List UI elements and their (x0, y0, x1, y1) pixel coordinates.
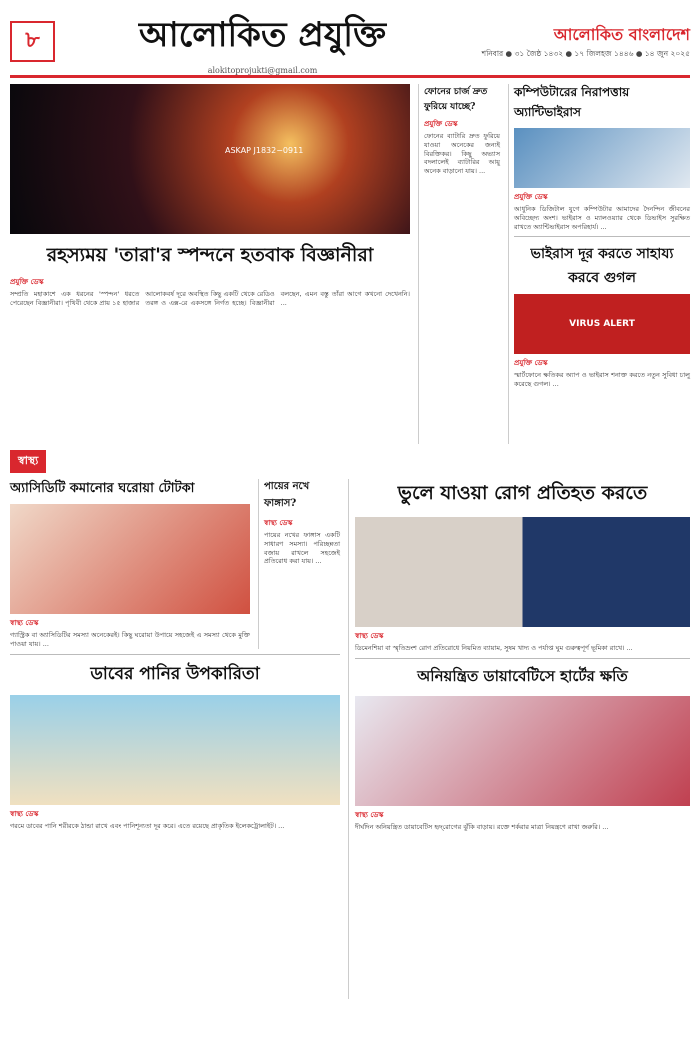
acidity-headline: অ্যাসিডিটি কমানোর ঘরোয়া টোটকা (10, 481, 195, 496)
antivirus-story (508, 84, 690, 444)
lead-headline: রহস্যময় 'তারা'র স্পন্দনে হতবাক বিজ্ঞানীরা (46, 244, 374, 266)
stomach-pain-image (10, 504, 250, 614)
acidity-story (10, 479, 250, 649)
forgetting-body: ডিমেনশিয়া বা স্মৃতিভ্রংশ রোগ প্রতিরোধে নিয়মিত ব্যায়াম, সুষম খাদ্য ও পর্যাপ্ত ঘুম গুরুত্বপূর্ণ ভূমিকা রাখে। ... (355, 644, 633, 652)
coconut-body: গরমে ডাবের পানি শরীরকে ঠান্ডা রাখে এবং পানিশূন্যতা দূর করে। এতে রয়েছে প্রাকৃতিক ইলেকট্রোলাইট। ... (10, 821, 285, 830)
forgetting-headline: ভুলে যাওয়া রোগ প্রতিহত করতে (397, 482, 648, 504)
antivirus-body: আধুনিক ডিজিটাল যুগে কম্পিউটার আমাদের দৈনন্দিন জীবনের অবিচ্ছেদ্য অংশ। ভাইরাস ও ম্যালওয়্যার থেকে ডিভাইস সুরক্ষিত রাখতে অ্যান্টিভাইরাস অপরিহার্য। ... (514, 205, 690, 231)
lead-body: সম্প্রতি মহাকাশে এক ধরনের 'স্পন্দন' ধরতে পেরেছেন বিজ্ঞানীরা। পৃথিবী থেকে প্রায় ১৫ হাজার আলোকবর্ষ দূরে অবস্থিত কিছু একটি থেকে রেডিও তরঙ্গ ও এক্স-রে একসঙ্গে নির্গত হচ্ছে। বিজ্ঞানীরা বলছেন, এমন বস্তু তাঁরা আগে কখনো দেখেননি। ... (10, 289, 410, 307)
diabetes-headline: অনিয়ন্ত্রিত ডায়াবেটিসে হার্টের ক্ষতি (417, 666, 628, 685)
diabetes-byline: স্বাস্থ্য ডেস্ক (355, 810, 384, 819)
image-caption: ASKAP J1832−0911 (225, 146, 304, 155)
google-body: স্মার্টফোনে ক্ষতিকর অ্যাপ ও ভাইরাস শনাক্ত করতে নতুন সুবিধা চালু করেছে গুগল। ... (514, 371, 690, 389)
issue-date: শনিবার ● ৩১ জৈষ্ঠ ১৪৩২ ● ১৭ জিলহজ ১৪৪৬ ● ১৪ জুন ২০২৫ (481, 49, 690, 58)
health-right (348, 479, 690, 999)
logo-text: আলোকিত প্রযুক্তি (138, 14, 387, 55)
acidity-body: গ্যাস্ট্রিক বা অ্যাসিডিটির সমস্যা অনেকেরই। কিছু ঘরোয়া উপায়ে সহজেই এ সমস্যা থেকে মুক্তি পাওয়া যায়। ... (10, 631, 250, 648)
coconut-story (10, 661, 340, 831)
lead-story (10, 84, 410, 444)
masthead (10, 8, 690, 78)
star-image (10, 84, 410, 234)
acidity-nail-row (10, 479, 340, 649)
forgetting-byline: স্বাস্থ্য ডেস্ক (355, 632, 384, 640)
lead-byline: প্রযুক্তি ডেস্ক (10, 277, 44, 286)
nail-headline: পায়ের নখে ফাঙ্গাস? (264, 481, 310, 509)
masthead-right (470, 22, 690, 61)
upper-block (10, 84, 690, 444)
heart-image (355, 696, 690, 806)
forgetting-story (355, 479, 690, 653)
antivirus-headline: কম্পিউটারের নিরাপত্তায় অ্যান্টিভাইরাস (514, 85, 630, 119)
health-block (10, 479, 690, 999)
paper-name: আলোকিত বাংলাদেশ (553, 25, 690, 44)
health-left (10, 479, 340, 999)
page-number: ৮ (10, 21, 55, 62)
email-address: alokitoprojukti@gmail.com (207, 65, 318, 75)
brain-image (355, 517, 690, 627)
virus-alert-image (514, 294, 690, 354)
laptop-image (514, 128, 690, 188)
diabetes-story (355, 665, 690, 832)
google-byline: প্রযুক্তি ডেস্ক (514, 359, 548, 368)
phone-byline: প্রযুক্তি ডেস্ক (424, 120, 458, 128)
coconut-image (10, 695, 340, 805)
google-headline: ভাইরাস দূর করতে সাহায্য করবে গুগল (530, 246, 674, 287)
virus-alert-label: VIRUS ALERT (569, 319, 635, 330)
coconut-byline: স্বাস্থ্য ডেস্ক (10, 809, 39, 818)
phone-charge-story (418, 84, 500, 444)
nail-body: পায়ের নখের ফাঙ্গাস একটি সাধারণ সমস্যা। পরিচ্ছন্নতা বজায় রাখলে সহজেই প্রতিরোধ করা যায়। ... (264, 531, 340, 566)
acidity-byline: স্বাস্থ্য ডেস্ক (10, 619, 39, 627)
coconut-headline: ডাবের পানির উপকারিতা (90, 663, 260, 684)
phone-headline: ফোনের চার্জ দ্রুত ফুরিয়ে যাচ্ছে? (424, 87, 488, 112)
antivirus-byline: প্রযুক্তি ডেস্ক (514, 193, 548, 201)
nail-byline: স্বাস্থ্য ডেস্ক (264, 519, 293, 527)
nail-story (258, 479, 340, 649)
section-logo (55, 9, 470, 75)
diabetes-body: দীর্ঘদিন অনিয়ন্ত্রিত ডায়াবেটিস হৃদ্‌রোগের ঝুঁকি বাড়ায়। রক্তে শর্করার মাত্রা নিয়ন্ত্রণে রাখা জরুরি। ... (355, 822, 609, 831)
health-section-label: স্বাস্থ্য (10, 450, 46, 473)
phone-body: ফোনের ব্যাটারি দ্রুত ফুরিয়ে যাওয়া অনেকের জন্যই বিরক্তিকর। কিছু অভ্যাস বদলালেই ব্যাটারির আয়ু অনেক বাড়ানো যায়। ... (424, 132, 500, 176)
